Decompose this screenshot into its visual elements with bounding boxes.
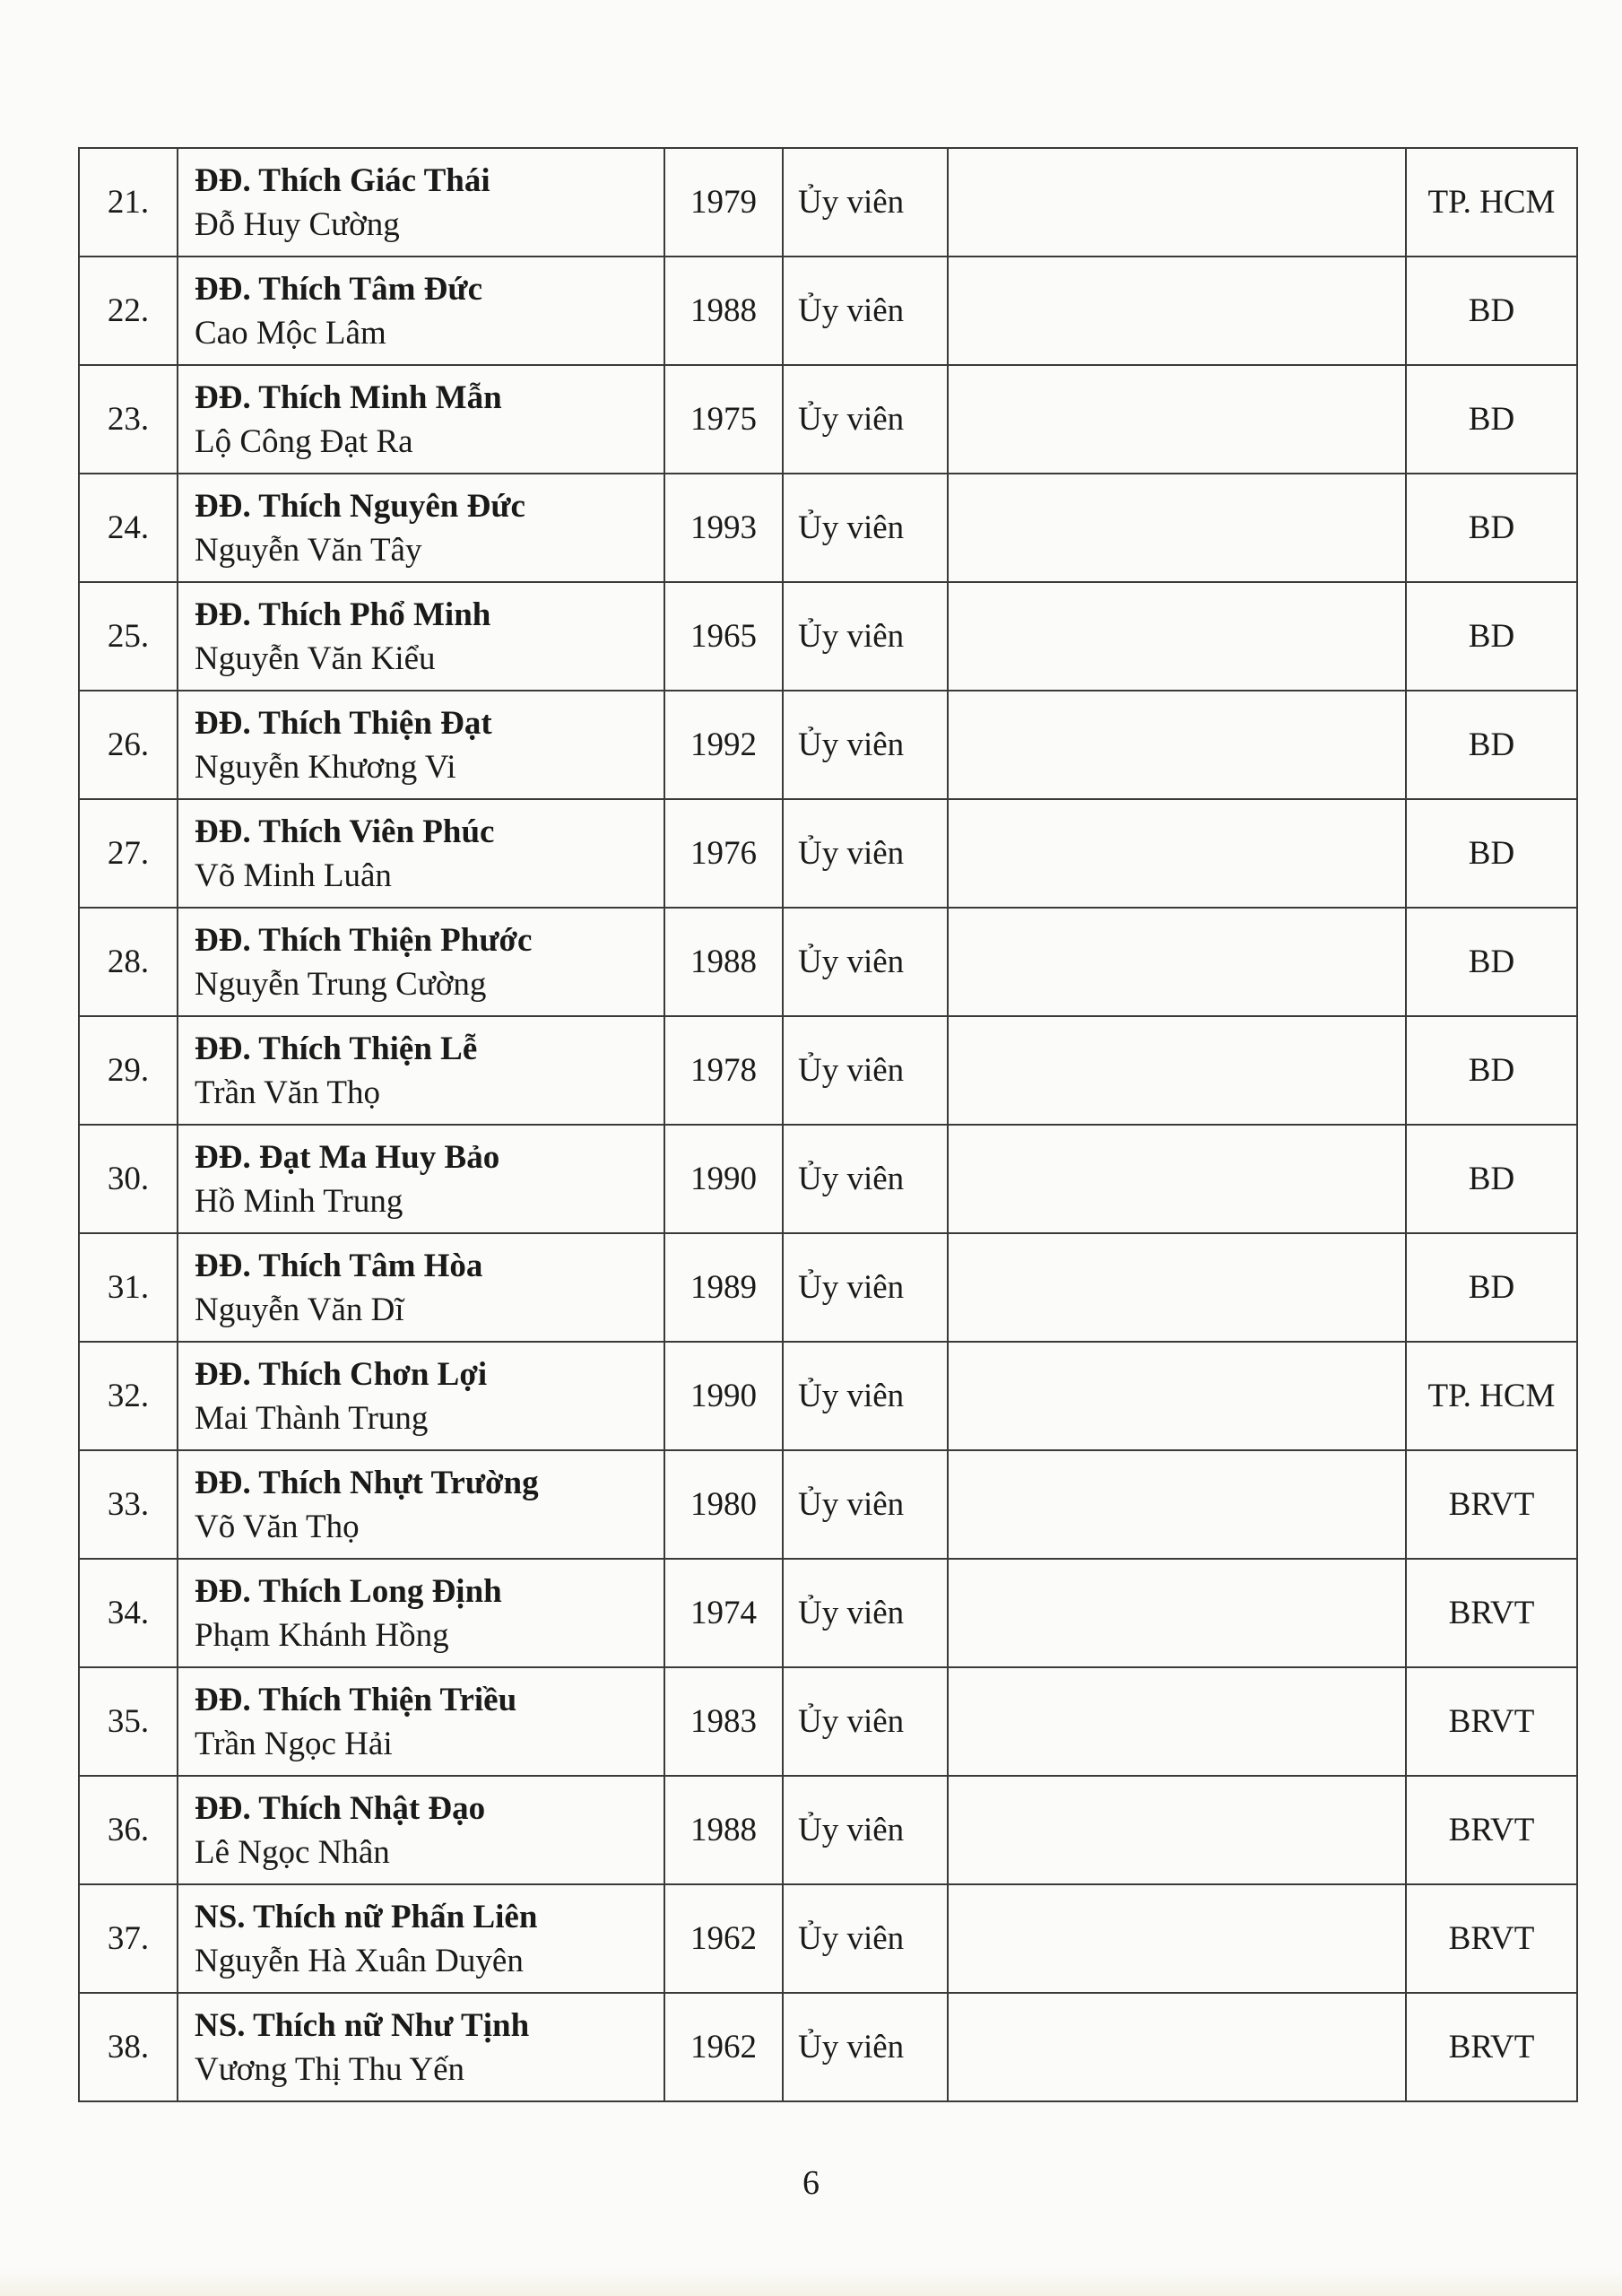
- row-number-cell: 38.: [79, 1993, 178, 2101]
- lay-name: Lộ Công Đạt Ra: [195, 422, 413, 460]
- birth-year-cell: 1962: [664, 1884, 783, 1993]
- page-number: 6: [802, 2164, 820, 2202]
- table-row: [79, 1016, 1577, 1125]
- member-table-body: [79, 148, 1577, 2101]
- religious-name: ĐĐ. Thích Nhựt Trường: [195, 1464, 539, 1501]
- role-cell: Ủy viên: [783, 365, 948, 474]
- table-row: [79, 1776, 1577, 1884]
- table-row: [79, 799, 1577, 908]
- name-cell: [178, 1016, 664, 1125]
- birth-year-cell: 1983: [664, 1667, 783, 1776]
- empty-cell: [948, 1016, 1406, 1125]
- province-cell: BRVT: [1406, 1450, 1577, 1559]
- role-cell: Ủy viên: [783, 1342, 948, 1450]
- religious-name: ĐĐ. Thích Tâm Hòa: [195, 1247, 483, 1284]
- name-cell: [178, 1559, 664, 1667]
- birth-year-cell: 1988: [664, 908, 783, 1016]
- role-cell: Ủy viên: [783, 257, 948, 365]
- birth-year-cell: 1976: [664, 799, 783, 908]
- lay-name: Phạm Khánh Hồng: [195, 1616, 449, 1654]
- lay-name: Nguyễn Trung Cường: [195, 965, 487, 1003]
- name-cell: [178, 1125, 664, 1233]
- lay-name: Võ Văn Thọ: [195, 1508, 360, 1545]
- row-number-cell: 21.: [79, 148, 178, 257]
- province-cell: TP. HCM: [1406, 148, 1577, 257]
- member-table: [78, 147, 1578, 2102]
- table-row: [79, 148, 1577, 257]
- lay-name: Trần Ngọc Hải: [195, 1725, 393, 1762]
- table-row: [79, 582, 1577, 691]
- role-cell: Ủy viên: [783, 148, 948, 257]
- empty-cell: [948, 1993, 1406, 2101]
- birth-year-cell: 1979: [664, 148, 783, 257]
- role-cell: Ủy viên: [783, 908, 948, 1016]
- name-cell: [178, 1450, 664, 1559]
- row-number-cell: 32.: [79, 1342, 178, 1450]
- name-cell: [178, 148, 664, 257]
- province-cell: BD: [1406, 474, 1577, 582]
- religious-name: ĐĐ. Thích Thiện Lễ: [195, 1030, 478, 1067]
- empty-cell: [948, 474, 1406, 582]
- lay-name: Nguyễn Văn Kiểu: [195, 639, 436, 677]
- religious-name: ĐĐ. Thích Thiện Phước: [195, 921, 533, 959]
- empty-cell: [948, 257, 1406, 365]
- role-cell: Ủy viên: [783, 1559, 948, 1667]
- row-number-cell: 29.: [79, 1016, 178, 1125]
- lay-name: Nguyễn Hà Xuân Duyên: [195, 1942, 524, 1979]
- name-cell: [178, 1776, 664, 1884]
- birth-year-cell: 1978: [664, 1016, 783, 1125]
- province-cell: BD: [1406, 1125, 1577, 1233]
- empty-cell: [948, 582, 1406, 691]
- province-cell: BRVT: [1406, 1884, 1577, 1993]
- role-cell: Ủy viên: [783, 799, 948, 908]
- lay-name: Võ Minh Luân: [195, 857, 392, 894]
- lay-name: Nguyễn Văn Tây: [195, 531, 422, 569]
- role-cell: Ủy viên: [783, 1667, 948, 1776]
- name-cell: [178, 1342, 664, 1450]
- empty-cell: [948, 1559, 1406, 1667]
- birth-year-cell: 1965: [664, 582, 783, 691]
- table-row: [79, 1884, 1577, 1993]
- name-cell: [178, 1884, 664, 1993]
- page-edge-tint: [0, 2269, 1622, 2296]
- row-number-cell: 34.: [79, 1559, 178, 1667]
- province-cell: BRVT: [1406, 1993, 1577, 2101]
- religious-name: ĐĐ. Thích Thiện Đạt: [195, 704, 492, 742]
- province-cell: BD: [1406, 1016, 1577, 1125]
- lay-name: Vương Thị Thu Yến: [195, 2050, 465, 2088]
- birth-year-cell: 1988: [664, 257, 783, 365]
- lay-name: Lê Ngọc Nhân: [195, 1833, 390, 1871]
- province-cell: BD: [1406, 908, 1577, 1016]
- name-cell: [178, 691, 664, 799]
- table-row: [79, 1233, 1577, 1342]
- table-row: [79, 1559, 1577, 1667]
- religious-name: ĐĐ. Thích Giác Thái: [195, 161, 490, 199]
- role-cell: Ủy viên: [783, 1884, 948, 1993]
- table-row: [79, 1667, 1577, 1776]
- province-cell: BD: [1406, 257, 1577, 365]
- religious-name: ĐĐ. Thích Tâm Đức: [195, 270, 482, 308]
- role-cell: Ủy viên: [783, 1776, 948, 1884]
- religious-name: ĐĐ. Thích Phổ Minh: [195, 596, 491, 633]
- birth-year-cell: 1989: [664, 1233, 783, 1342]
- empty-cell: [948, 1776, 1406, 1884]
- religious-name: ĐĐ. Thích Nhật Đạo: [195, 1789, 486, 1827]
- birth-year-cell: 1988: [664, 1776, 783, 1884]
- province-cell: BRVT: [1406, 1776, 1577, 1884]
- row-number-cell: 37.: [79, 1884, 178, 1993]
- lay-name: Đỗ Huy Cường: [195, 205, 400, 243]
- religious-name: ĐĐ. Thích Nguyên Đức: [195, 487, 525, 525]
- lay-name: Mai Thành Trung: [195, 1399, 429, 1437]
- name-cell: [178, 257, 664, 365]
- row-number-cell: 25.: [79, 582, 178, 691]
- role-cell: Ủy viên: [783, 582, 948, 691]
- lay-name: Hồ Minh Trung: [195, 1182, 403, 1220]
- name-cell: [178, 908, 664, 1016]
- empty-cell: [948, 1450, 1406, 1559]
- lay-name: Trần Văn Thọ: [195, 1074, 380, 1111]
- table-row: [79, 691, 1577, 799]
- religious-name: ĐĐ. Đạt Ma Huy Bảo: [195, 1138, 500, 1176]
- row-number-cell: 26.: [79, 691, 178, 799]
- province-cell: BD: [1406, 365, 1577, 474]
- empty-cell: [948, 799, 1406, 908]
- name-cell: [178, 1233, 664, 1342]
- role-cell: Ủy viên: [783, 1233, 948, 1342]
- province-cell: BD: [1406, 691, 1577, 799]
- religious-name: ĐĐ. Thích Viên Phúc: [195, 813, 495, 850]
- role-cell: Ủy viên: [783, 1450, 948, 1559]
- name-cell: [178, 1667, 664, 1776]
- row-number-cell: 22.: [79, 257, 178, 365]
- empty-cell: [948, 1342, 1406, 1450]
- birth-year-cell: 1980: [664, 1450, 783, 1559]
- row-number-cell: 31.: [79, 1233, 178, 1342]
- birth-year-cell: 1990: [664, 1125, 783, 1233]
- role-cell: Ủy viên: [783, 1016, 948, 1125]
- table-row: [79, 1450, 1577, 1559]
- religious-name: ĐĐ. Thích Chơn Lợi: [195, 1355, 488, 1393]
- row-number-cell: 27.: [79, 799, 178, 908]
- name-cell: [178, 365, 664, 474]
- name-cell: [178, 474, 664, 582]
- role-cell: Ủy viên: [783, 1125, 948, 1233]
- row-number-cell: 36.: [79, 1776, 178, 1884]
- table-row: [79, 908, 1577, 1016]
- empty-cell: [948, 1233, 1406, 1342]
- name-cell: [178, 1993, 664, 2101]
- table-row: [79, 1993, 1577, 2101]
- name-cell: [178, 799, 664, 908]
- lay-name: Nguyễn Khương Vi: [195, 748, 456, 786]
- province-cell: TP. HCM: [1406, 1342, 1577, 1450]
- table-row: [79, 474, 1577, 582]
- province-cell: BD: [1406, 1233, 1577, 1342]
- table-row: [79, 1125, 1577, 1233]
- role-cell: Ủy viên: [783, 691, 948, 799]
- empty-cell: [948, 148, 1406, 257]
- birth-year-cell: 1992: [664, 691, 783, 799]
- table-row: [79, 1342, 1577, 1450]
- lay-name: Nguyễn Văn Dĩ: [195, 1291, 404, 1328]
- row-number-cell: 23.: [79, 365, 178, 474]
- province-cell: BRVT: [1406, 1667, 1577, 1776]
- empty-cell: [948, 1884, 1406, 1993]
- birth-year-cell: 1975: [664, 365, 783, 474]
- row-number-cell: 24.: [79, 474, 178, 582]
- table-row: [79, 365, 1577, 474]
- religious-name: ĐĐ. Thích Long Định: [195, 1572, 502, 1610]
- birth-year-cell: 1993: [664, 474, 783, 582]
- row-number-cell: 28.: [79, 908, 178, 1016]
- lay-name: Cao Mộc Lâm: [195, 314, 386, 352]
- religious-name: ĐĐ. Thích Thiện Triều: [195, 1681, 517, 1718]
- birth-year-cell: 1962: [664, 1993, 783, 2101]
- province-cell: BD: [1406, 799, 1577, 908]
- empty-cell: [948, 908, 1406, 1016]
- empty-cell: [948, 1125, 1406, 1233]
- table-row: [79, 257, 1577, 365]
- role-cell: Ủy viên: [783, 474, 948, 582]
- empty-cell: [948, 691, 1406, 799]
- name-cell: [178, 582, 664, 691]
- empty-cell: [948, 1667, 1406, 1776]
- birth-year-cell: 1974: [664, 1559, 783, 1667]
- empty-cell: [948, 365, 1406, 474]
- row-number-cell: 33.: [79, 1450, 178, 1559]
- religious-name: NS. Thích nữ Như Tịnh: [195, 2006, 530, 2044]
- row-number-cell: 35.: [79, 1667, 178, 1776]
- province-cell: BRVT: [1406, 1559, 1577, 1667]
- religious-name: NS. Thích nữ Phấn Liên: [195, 1898, 538, 1935]
- role-cell: Ủy viên: [783, 1993, 948, 2101]
- row-number-cell: 30.: [79, 1125, 178, 1233]
- province-cell: BD: [1406, 582, 1577, 691]
- religious-name: ĐĐ. Thích Minh Mẫn: [195, 378, 502, 416]
- birth-year-cell: 1990: [664, 1342, 783, 1450]
